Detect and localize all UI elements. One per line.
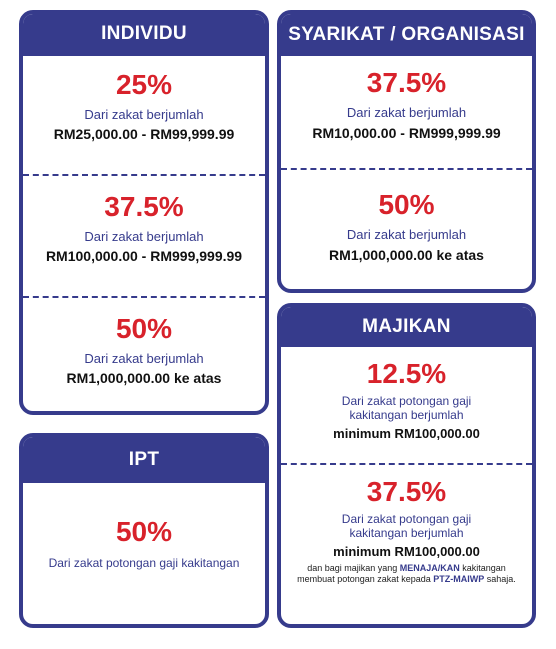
note-highlight-1: MENAJA/KAN xyxy=(399,563,460,574)
individu-tier-1 xyxy=(23,56,265,174)
syarikat-tier-1-range: RM10,000.00 - RM999,999.99 xyxy=(312,125,501,142)
ipt-tier-1-rate: 50% xyxy=(115,516,173,547)
ipt-card xyxy=(19,433,269,628)
syarikat-tier-1-desc: Dari zakat berjumlah xyxy=(346,104,467,120)
syarikat-tier-2-desc: Dari zakat berjumlah xyxy=(346,226,467,242)
syarikat-tier-2-range: RM1,000,000.00 ke atas xyxy=(329,247,484,264)
note-text-2: kakitangan membuat potongan zakat kepada xyxy=(297,563,506,585)
individu-tier-2 xyxy=(23,174,265,296)
individu-tier-3-rate: 50% xyxy=(115,313,173,344)
majikan-card xyxy=(277,303,536,628)
majikan-tier-2-range: minimum RM100,000.00 xyxy=(333,543,480,559)
individu-tier-1-range: RM25,000.00 - RM99,999.99 xyxy=(53,126,235,143)
individu-tier-3-range: RM1,000,000.00 ke atas xyxy=(66,370,222,387)
majikan-tier-2 xyxy=(281,463,532,624)
majikan-tier-2-rate: 37.5% xyxy=(366,476,447,507)
syarikat-tier-1-rate: 37.5% xyxy=(366,67,447,98)
syarikat-tier-1 xyxy=(281,56,532,168)
majikan-tier-2-note xyxy=(295,563,518,586)
majikan-tier-1-range: minimum RM100,000.00 xyxy=(333,425,480,441)
syarikat-tier-2 xyxy=(281,168,532,289)
majikan-tier-1-desc-1: Dari zakat potongan gaji xyxy=(341,393,472,408)
individu-tier-3 xyxy=(23,296,265,406)
ipt-title: IPT xyxy=(23,437,265,483)
ipt-tier-1 xyxy=(23,483,265,570)
individu-card xyxy=(19,10,269,415)
individu-tier-2-desc: Dari zakat berjumlah xyxy=(84,228,204,244)
majikan-tier-2-desc-1: Dari zakat potongan gaji xyxy=(341,511,472,526)
majikan-tier-1 xyxy=(281,347,532,463)
syarikat-title: SYARIKAT / ORGANISASI xyxy=(281,14,532,56)
ipt-tier-1-desc: Dari zakat potongan gaji kakitangan xyxy=(48,555,240,570)
individu-tier-2-rate: 37.5% xyxy=(104,191,184,222)
majikan-title: MAJIKAN xyxy=(281,307,532,347)
individu-tier-3-desc: Dari zakat berjumlah xyxy=(84,350,204,366)
individu-tier-2-range: RM100,000.00 - RM999,999.99 xyxy=(45,248,243,265)
note-text-1: dan bagi majikan yang xyxy=(307,563,400,574)
individu-tier-1-rate: 25% xyxy=(115,69,173,100)
note-highlight-2: PTZ-MAIWP xyxy=(433,574,485,585)
note-text-3: sahaja. xyxy=(484,574,516,585)
majikan-tier-1-desc-2: kakitangan berjumlah xyxy=(349,408,464,423)
syarikat-tier-2-rate: 50% xyxy=(378,189,435,220)
individu-title: INDIVIDU xyxy=(23,14,265,56)
majikan-tier-2-desc-2: kakitangan berjumlah xyxy=(349,526,464,541)
syarikat-card xyxy=(277,10,536,293)
individu-tier-1-desc: Dari zakat berjumlah xyxy=(84,106,204,122)
majikan-tier-1-rate: 12.5% xyxy=(366,358,447,389)
